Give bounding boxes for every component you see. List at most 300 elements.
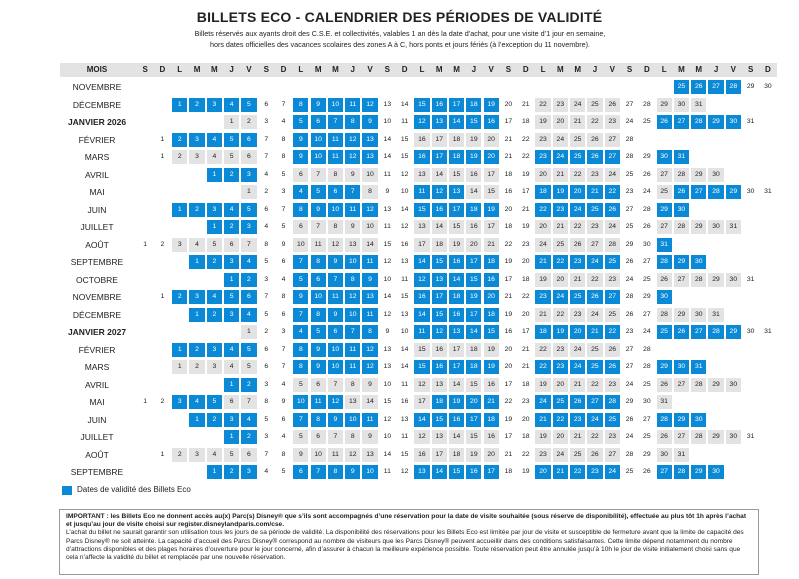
month-label: AOÛT [85,239,109,250]
calendar-day: 22 [587,273,602,287]
calendar-day: 6 [311,378,326,392]
calendar-day: 11 [328,290,343,304]
calendar-day: 26 [657,115,672,129]
calendar-day: 27 [625,363,634,370]
month-label: JUILLET [80,222,114,232]
calendar-day: 23 [535,150,550,164]
calendar-day: 23 [553,360,568,374]
calendar-day: 15 [400,153,409,160]
calendar-day: 20 [504,363,513,370]
calendar-day: 26 [674,185,689,199]
calendar-day: 10 [311,133,326,147]
calendar-day: 12 [362,360,377,374]
calendar-day: 10 [293,238,308,252]
calendar-day: 21 [535,413,550,427]
calendar-day: 10 [383,275,392,283]
calendar-day: 15 [466,115,481,129]
calendar-day: 27 [674,430,689,444]
calendar-day: 6 [293,168,308,182]
calendar-day: 14 [449,430,464,444]
calendar-day: 22 [605,325,620,339]
calendar-day: 18 [504,468,513,475]
month-label: JUIN [87,204,107,215]
calendar-day: 8 [345,430,360,444]
calendar-day: 27 [605,448,620,462]
calendar-day: 7 [328,378,343,392]
calendar-day: 2 [172,150,187,164]
calendar-day: 4 [207,448,222,462]
calendar-day: 29 [657,98,672,112]
calendar-day: 7 [311,168,326,182]
important-notice [59,509,759,575]
calendar-day: 17 [449,203,464,217]
calendar-day: 27 [625,345,634,353]
weekday-header: L [540,65,546,74]
calendar-day: 31 [764,188,772,195]
calendar-day: 24 [570,203,585,217]
calendar-day: 16 [484,430,499,444]
calendar-day: 29 [674,413,689,427]
calendar-day: 3 [281,328,286,335]
calendar-day: 27 [625,100,634,108]
calendar-day: 7 [264,135,269,143]
calendar-day: 22 [570,465,585,479]
calendar-day: 7 [328,115,343,129]
calendar-day: 15 [400,450,409,458]
calendar-day: 10 [328,203,343,217]
calendar-day: 5 [264,310,269,318]
calendar-day: 30 [726,273,741,287]
calendar-day: 29 [708,430,723,444]
calendar-day: 11 [328,133,343,147]
calendar-day: 1 [172,203,187,217]
calendar-day: 14 [383,153,392,160]
calendar-day: 30 [691,255,706,269]
calendar-day: 5 [264,415,269,423]
calendar-day: 22 [553,308,568,322]
calendar-day: 14 [414,255,429,269]
calendar-day: 3 [264,118,269,125]
calendar-day: 28 [643,363,651,370]
calendar-day: 13 [432,273,447,287]
calendar-day: 23 [535,133,550,147]
calendar-day: 26 [691,80,706,94]
calendar-day: 11 [401,380,409,388]
calendar-day: 23 [605,430,620,444]
calendar-day: 2 [224,220,239,234]
month-label: AOÛT [85,449,109,460]
calendar-day: 5 [311,325,326,339]
calendar-day: 29 [726,185,741,199]
calendar-day: 1 [172,343,187,357]
calendar-day: 16 [414,150,429,164]
calendar-day: 14 [466,325,481,339]
calendar-day: 5 [241,343,256,357]
calendar-day: 4 [207,133,222,147]
calendar-day: 13 [414,220,429,234]
calendar-day: 21 [553,220,568,234]
calendar-day: 23 [553,343,568,357]
calendar-day: 8 [345,378,360,392]
weekday-header: M [453,65,460,74]
calendar-day: 31 [691,360,706,374]
month-label: AVRIL [85,169,109,180]
calendar-day: 14 [400,100,409,108]
calendar-day: 15 [432,308,447,322]
calendar-day: 19 [521,223,530,230]
weekday-header: D [280,65,287,74]
calendar-day: 21 [521,363,530,370]
calendar-day: 21 [521,205,530,213]
calendar-day: 12 [345,290,360,304]
calendar-day: 16 [484,273,499,287]
calendar-day: 28 [708,325,723,339]
calendar-day: 1 [189,255,204,269]
calendar-day: 10 [293,395,308,409]
calendar-day: 9 [385,328,390,335]
calendar-day: 21 [484,238,499,252]
calendar-day: 19 [484,343,499,357]
calendar-day: 28 [691,430,706,444]
calendar-day: 15 [484,185,499,199]
calendar-day: 12 [400,170,409,178]
weekday-header: M [193,65,201,74]
calendar-day: 30 [674,98,689,112]
calendar-day: 26 [674,325,689,339]
calendar-day: 1 [160,293,165,300]
calendar-day: 25 [643,433,651,440]
calendar-day: 23 [535,448,550,462]
calendar-day: 16 [414,290,429,304]
calendar-day: 21 [504,293,513,300]
calendar-day: 21 [521,100,530,108]
calendar-day: 6 [328,185,343,199]
calendar-day: 22 [570,220,585,234]
calendar-day: 21 [587,185,602,199]
calendar-day: 4 [281,275,286,283]
calendar-day: 29 [625,240,634,248]
calendar-day: 30 [657,150,672,164]
calendar-day: 19 [504,415,513,423]
calendar-day: 14 [400,345,409,353]
calendar-day: 2 [241,115,256,129]
calendar-day: 6 [311,115,326,129]
calendar-day: 18 [466,343,481,357]
calendar-day: 31 [674,448,689,462]
weekday-header: D [643,65,650,74]
calendar-day: 26 [605,343,620,357]
calendar-day: 24 [625,275,634,283]
calendar-day: 1 [189,308,204,322]
calendar-day: 6 [241,448,256,462]
calendar-day: 12 [328,238,343,252]
calendar-day: 29 [643,153,651,160]
calendar-day: 11 [362,255,377,269]
calendar-day: 9 [311,203,326,217]
calendar-day: 5 [224,290,239,304]
calendar-day: 18 [466,360,481,374]
calendar-day: 6 [293,220,308,234]
calendar-day: 19 [466,133,481,147]
calendar-day: 12 [362,343,377,357]
weekday-header: S [142,65,148,74]
month-label: JANVIER 2027 [67,327,127,337]
calendar-day: 3 [224,308,239,322]
calendar-day: 13 [383,345,392,353]
calendar-day: 26 [643,170,651,178]
month-label: MARS [84,152,110,162]
calendar-day: 6 [264,100,269,108]
calendar-day: 23 [570,255,585,269]
calendar-day: 31 [708,308,723,322]
calendar-day: 13 [345,395,360,409]
calendar-day: 1 [224,115,239,129]
calendar-day: 24 [587,308,602,322]
calendar-day: 29 [708,115,723,129]
weekday-header: D [159,65,166,74]
calendar-day: 24 [625,118,634,125]
calendar-day: 10 [311,290,326,304]
calendar-day: 14 [414,308,429,322]
calendar-day: 14 [449,378,464,392]
calendar-day: 26 [657,378,672,392]
calendar-day: 14 [449,115,464,129]
weekday-header: M [314,65,322,74]
weekday-header: D [522,65,529,74]
calendar-day: 12 [414,273,429,287]
calendar-day: 21 [535,308,550,322]
calendar-day: 29 [691,220,706,234]
calendar-day: 25 [625,223,634,230]
calendar-day: 25 [643,380,651,388]
calendar-day: 26 [643,223,651,230]
calendar-day: 1 [207,220,222,234]
calendar-day: 28 [708,185,723,199]
calendar-day: 20 [570,185,585,199]
calendar-day: 16 [466,465,481,479]
calendar-day: 15 [449,220,464,234]
calendar-day: 28 [625,293,634,300]
calendar-day: 8 [311,308,326,322]
calendar-day: 4 [224,203,239,217]
calendar-day: 8 [264,240,269,248]
calendar-day: 30 [746,188,755,195]
calendar-day: 16 [432,98,447,112]
calendar-day: 18 [466,203,481,217]
calendar-day: 5 [281,223,286,230]
calendar-day: 3 [224,255,239,269]
calendar-day: 13 [449,325,464,339]
calendar-day: 17 [504,275,513,283]
calendar-day: 30 [746,328,755,335]
calendar-day: 21 [553,168,568,182]
calendar-day: 27 [605,150,620,164]
calendar-day: 6 [281,258,286,265]
calendar-day: 17 [521,188,530,195]
calendar-day: 5 [241,98,256,112]
calendar-day: 12 [414,430,429,444]
calendar-day: 13 [400,258,409,265]
calendar-day: 14 [432,465,447,479]
calendar-day: 18 [449,448,464,462]
calendar-day: 1 [224,273,239,287]
calendar-day: 30 [674,203,689,217]
calendar-day: 13 [383,363,392,370]
calendar-day: 5 [264,258,269,265]
calendar-day: 10 [383,433,392,440]
calendar-day: 2 [241,273,256,287]
calendar-day: 20 [521,310,530,318]
calendar-day: 2 [241,378,256,392]
calendar-day: 3 [207,203,222,217]
calendar-day: 22 [535,203,550,217]
calendar-day: 2 [264,188,269,195]
calendar-day: 16 [484,378,499,392]
month-label: NOVEMBRE [72,292,122,302]
calendar-day: 11 [328,448,343,462]
calendar-day: 12 [383,415,392,423]
calendar-day: 8 [328,168,343,182]
calendar-day: 22 [535,98,550,112]
calendar-day: 11 [401,275,409,283]
calendar-day: 7 [345,185,360,199]
calendar-day: 6 [281,415,286,423]
calendar-day: 2 [241,430,256,444]
calendar-day: 16 [466,220,481,234]
calendar-day: 22 [587,115,602,129]
calendar-day: 31 [746,275,755,283]
calendar-day: 8 [281,135,286,143]
calendar-day: 17 [414,238,429,252]
calendar-day: 27 [625,205,634,213]
month-label: FÉVRIER [78,134,116,145]
calendar-day: 28 [691,273,706,287]
calendar-day: 2 [224,465,239,479]
calendar-day: 1 [224,378,239,392]
calendar-day: 19 [449,395,464,409]
calendar-day: 16 [449,308,464,322]
calendar-day: 2 [224,168,239,182]
calendar-day: 11 [311,395,326,409]
calendar-day: 27 [657,220,672,234]
calendar-day: 24 [625,380,634,388]
calendar-day: 25 [553,395,568,409]
calendar-day: 8 [328,220,343,234]
calendar-day: 30 [726,430,741,444]
calendar-day: 19 [466,448,481,462]
calendar-day: 31 [691,98,706,112]
calendar-day: 24 [553,448,568,462]
calendar-day: 30 [674,360,689,374]
calendar-day: 23 [521,398,530,405]
calendar-day: 1 [172,98,187,112]
calendar-day: 26 [605,360,620,374]
calendar-day: 20 [504,205,513,213]
weekday-header: L [419,65,425,74]
calendar-day: 21 [570,378,585,392]
calendar-day: 9 [293,448,308,462]
weekday-header: M [435,65,443,74]
calendar-day: 28 [625,450,634,458]
calendar-day: 9 [362,430,377,444]
calendar-day: 12 [362,203,377,217]
calendar-day: 19 [521,170,530,178]
calendar-day: 15 [449,465,464,479]
calendar-day: 26 [570,238,585,252]
calendar-day: 18 [484,308,499,322]
calendar-day: 21 [535,255,550,269]
calendar-day: 10 [311,448,326,462]
weekday-header: D [765,65,771,74]
calendar-day: 23 [570,308,585,322]
weekday-header: D [401,65,408,74]
calendar-day: 13 [432,115,447,129]
calendar-day: 23 [587,168,602,182]
weekday-header: M [211,65,218,74]
page-title: BILLETS ECO - CALENDRIER DES PÉRIODES DE VALIDITÉ [196,9,603,25]
calendar-day: 8 [293,343,308,357]
calendar-day: 30 [657,290,672,304]
calendar-day: 9 [362,273,377,287]
calendar-day: 17 [521,328,530,335]
calendar-day: 10 [328,98,343,112]
calendar-day: 3 [281,188,286,195]
calendar-day: 20 [484,290,499,304]
calendar-day: 11 [311,238,326,252]
calendar-day: 10 [383,118,392,125]
calendar-day: 6 [264,205,269,213]
calendar-day: 11 [345,360,360,374]
calendar-day: 29 [643,450,651,458]
calendar-day: 31 [746,118,755,125]
calendar-day: 5 [207,395,222,409]
calendar-day: 6 [328,325,343,339]
calendar-day: 2 [189,98,204,112]
calendar-day: 28 [625,135,634,143]
weekday-header: J [713,65,719,74]
calendar-day: 27 [587,395,602,409]
calendar-day: 8 [362,325,377,339]
calendar-day: 19 [553,325,568,339]
calendar-day: 7 [328,273,343,287]
calendar-day: 18 [521,380,530,388]
calendar-day: 23 [553,203,568,217]
calendar-day: 17 [449,343,464,357]
calendar-day: 15 [400,293,409,300]
calendar-day: 13 [383,205,392,213]
calendar-day: 24 [570,98,585,112]
calendar-day: 7 [293,308,308,322]
calendar-day: 6 [224,395,239,409]
calendar-day: 15 [414,98,429,112]
calendar-day: 22 [504,398,513,405]
weekday-header: L [177,65,183,74]
calendar-day: 17 [449,360,464,374]
calendar-day: 14 [432,168,447,182]
calendar-day: 7 [241,238,256,252]
calendar-day: 18 [484,255,499,269]
calendar-day: 15 [432,255,447,269]
calendar-day: 26 [657,273,672,287]
calendar-day: 14 [362,395,377,409]
calendar-day: 7 [345,325,360,339]
calendar-day: 26 [643,468,651,475]
calendar-day: 7 [264,450,269,458]
month-label: MARS [84,362,110,372]
subtitle-line-1: Billets réservés aux ayants droit des C.S.E. et collectivités, valables 1 an dès la date d’achat, pour une visite d’1 jour en semaine, [194,29,606,38]
month-label: DÉCEMBRE [72,309,122,320]
calendar-day: 12 [328,395,343,409]
